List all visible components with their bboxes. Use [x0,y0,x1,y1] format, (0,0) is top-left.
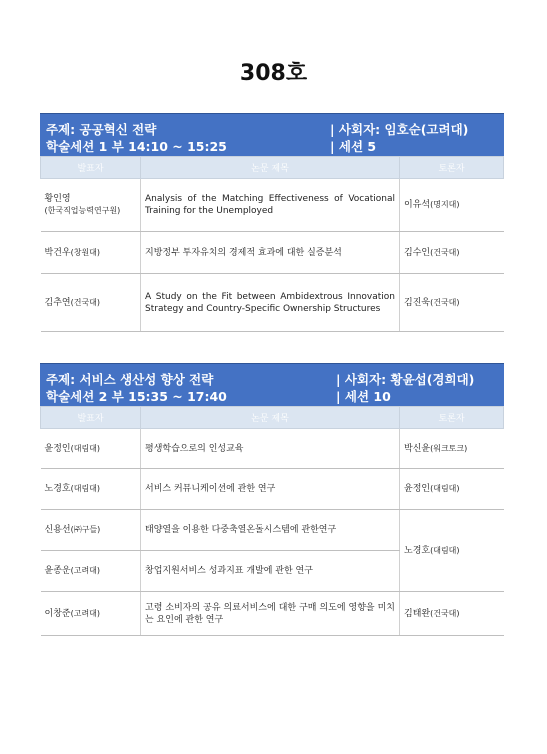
paper-title: 서비스 커뮤니케이션에 관한 연구 [141,469,400,510]
session-number: | 세션 10 [336,389,391,404]
table-header-row [41,157,504,179]
discussant-name: 윤정인 [404,484,431,494]
presenter-cell [41,510,141,551]
presenter-affiliation: (고려대) [70,608,101,618]
column-header-title: 논문 제목 [141,157,400,179]
presenter-cell [41,592,141,636]
presenter-name: 박건우 [44,247,71,258]
discussant-cell [400,429,504,469]
presenter-name: 노경호 [44,484,71,494]
session-moderator: | 사회자: 임호순(고려대) [330,122,469,137]
table-row [41,469,504,510]
session-table [40,156,504,332]
discussant-affiliation: (건국대) [430,297,460,307]
column-header-discussant: 토론자 [400,407,504,429]
presenter-cell [41,469,141,510]
presenter-affiliation: (한국직업능력연구원) [44,206,121,215]
presenter-name: 신용선 [44,525,71,535]
paper-title: 지방정부 투자유치의 경제적 효과에 대한 실증분석 [141,232,400,274]
session-moderator: | 사회자: 황윤섭(경희대) [336,372,475,387]
session-topic: 주제: 서비스 생산성 향상 전략 [46,372,214,387]
session-table [40,406,504,636]
session-block-2 [40,363,504,636]
paper-title: 태양열을 이용한 다중축열온돌시스템에 관한연구 [141,510,400,551]
presenter-cell [41,274,141,332]
discussant-affiliation: (명지대) [430,200,460,209]
discussant-cell [400,179,504,232]
discussant-affiliation: (건국대) [430,247,460,257]
table-header-row [41,407,504,429]
discussant-name: 박신윤 [404,443,431,454]
presenter-name: 윤종운 [44,566,71,576]
presenter-cell [41,429,141,469]
presenter-name: 윤정인 [44,443,71,454]
presenter-affiliation: (㈜구들) [70,525,101,534]
discussant-cell [400,469,504,510]
discussant-name: 이유석 [404,200,431,210]
discussant-affiliation: (건국대) [430,608,460,618]
session-time: 학술세션 1 부 14:10 ~ 15:25 [46,139,227,154]
presenter-cell [41,232,141,274]
paper-title: 창업지원서비스 성과지표 개발에 관한 연구 [141,551,400,592]
discussant-cell [400,592,504,636]
discussant-affiliation: (대림대) [430,484,460,493]
discussant-affiliation: (대림대) [430,545,460,555]
table-row [41,179,504,232]
table-row [41,592,504,636]
presenter-name: 이창준 [44,608,71,619]
presenter-affiliation: (대림대) [70,484,101,493]
presenter-cell [41,179,141,232]
presenter-affiliation: (창원대) [70,247,101,257]
discussant-name: 노경호 [404,545,431,556]
table-row [41,274,504,332]
paper-title: 평생학습으로의 인성교육 [141,429,400,469]
discussant-affiliation: (워크토크) [430,443,468,453]
paper-title: Analysis of the Matching Effectiveness of Vocational Training for the Unemployed [141,179,400,232]
presenter-name: 김추연 [44,297,71,308]
paper-title: A Study on the Fit between Ambidextrous Innovation Strategy and Country-Specific Ownership Structures [141,274,400,332]
column-header-presenter: 발표자 [41,407,141,429]
discussant-cell [400,510,504,592]
discussant-cell [400,274,504,332]
presenter-affiliation: (고려대) [70,566,101,575]
session-header [40,363,504,406]
paper-title: 고령 소비자의 공유 의료서비스에 대한 구매 의도에 영향을 미치는 요인에 관한 연구 [141,592,400,636]
session-header [40,113,504,156]
session-number: | 세션 5 [330,139,377,154]
room-title: 308호 [239,61,308,86]
discussant-cell [400,232,504,274]
presenter-name: 황인영 [44,194,71,204]
discussant-name: 김태완 [404,608,431,619]
session-block-1 [40,113,504,332]
discussant-name: 김수인 [404,247,431,258]
table-row [41,429,504,469]
table-row [41,510,504,551]
presenter-affiliation: (건국대) [70,297,101,307]
discussant-name: 김진욱 [404,297,431,308]
column-header-presenter: 발표자 [41,157,141,179]
column-header-title: 논문 제목 [141,407,400,429]
table-row [41,232,504,274]
session-time: 학술세션 2 부 15:35 ~ 17:40 [46,389,227,404]
session-topic: 주제: 공공혁신 전략 [46,122,157,137]
column-header-discussant: 토론자 [400,157,504,179]
presenter-affiliation: (대림대) [70,443,101,453]
presenter-cell [41,551,141,592]
